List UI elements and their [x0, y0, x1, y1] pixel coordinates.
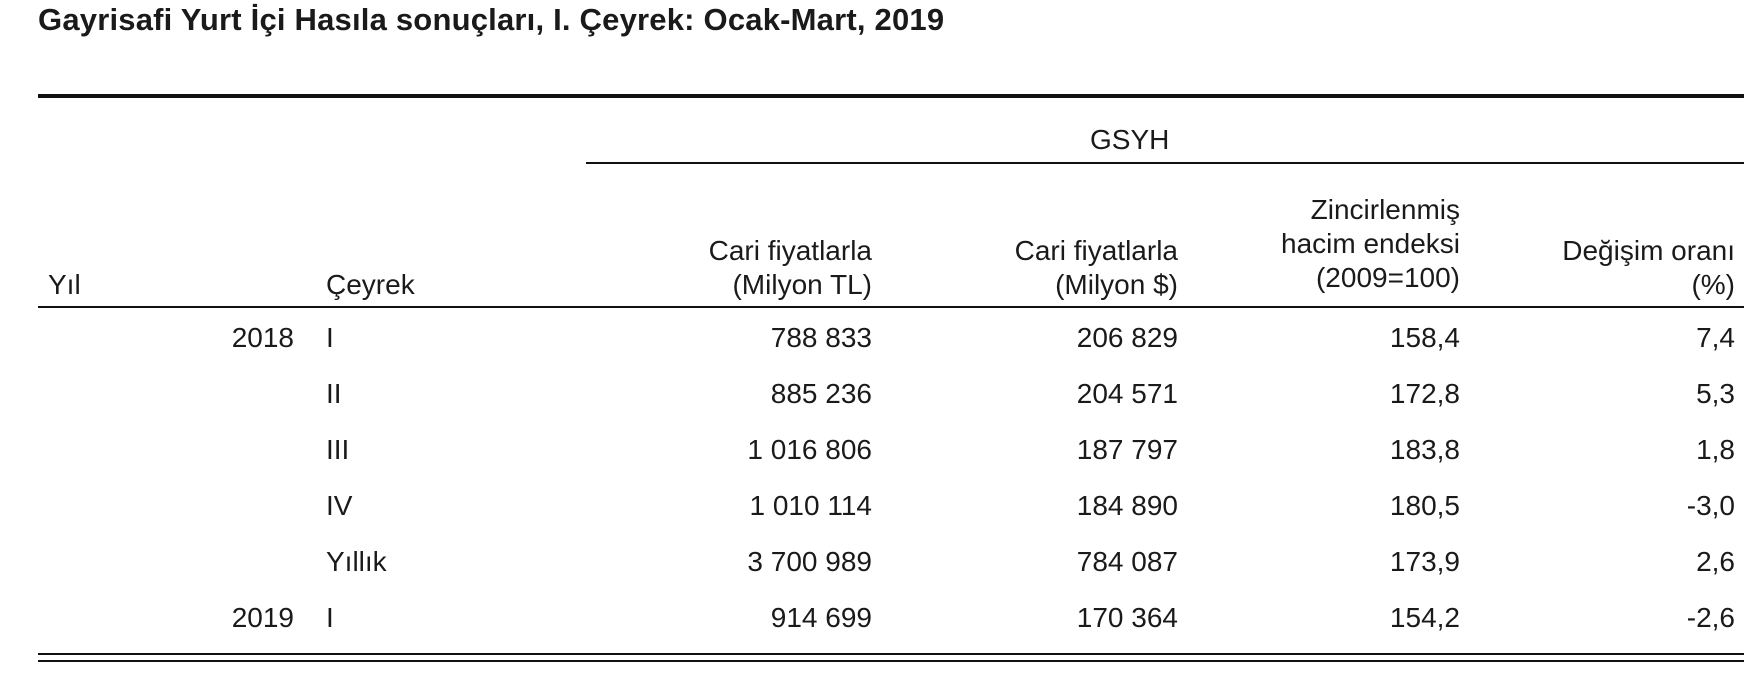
header-line: (2009=100) — [1315, 262, 1460, 293]
header-line: Cari fiyatlarla — [708, 235, 872, 266]
header-cari-tl — [709, 234, 872, 302]
header-line: (%) — [1691, 269, 1735, 300]
cell-tl: 885 236 — [770, 378, 872, 409]
header-line: (Milyon $) — [1055, 269, 1178, 300]
table-row — [0, 486, 1760, 542]
cell-index: 172,8 — [1389, 378, 1460, 409]
table-title: Gayrisafi Yurt İçi Hasıla sonuçları, I. Çeyrek: Ocak-Mart, 2019 — [38, 2, 945, 37]
cell-usd: 187 797 — [1076, 434, 1178, 465]
cell-index: 180,5 — [1389, 490, 1460, 521]
bottom-rule-double — [38, 660, 1744, 662]
header-yil: Yıl — [48, 269, 81, 300]
table-row — [0, 318, 1760, 374]
cell-index: 183,8 — [1389, 434, 1460, 465]
cell-index: 158,4 — [1389, 322, 1460, 353]
cell-tl: 3 700 989 — [747, 546, 872, 577]
header-line: Değişim oranı — [1562, 235, 1735, 266]
header-line: Cari fiyatlarla — [1014, 235, 1178, 266]
cell-usd: 206 829 — [1076, 322, 1178, 353]
header-degisim-orani — [1562, 234, 1735, 302]
table-body — [0, 318, 1760, 654]
cell-usd: 170 364 — [1076, 602, 1178, 633]
cell-ceyrek: I — [326, 322, 334, 353]
top-rule — [38, 94, 1744, 98]
cell-ceyrek: II — [326, 378, 342, 409]
cell-index: 154,2 — [1389, 602, 1460, 633]
gsyh-group-header: GSYH — [1090, 124, 1170, 155]
cell-change: -2,6 — [1686, 602, 1735, 633]
header-cari-usd — [1015, 234, 1178, 302]
cell-ceyrek: I — [326, 602, 334, 633]
cell-tl: 1 010 114 — [749, 490, 872, 521]
cell-ceyrek: III — [326, 434, 350, 465]
cell-usd: 204 571 — [1076, 378, 1178, 409]
cell-change: 1,8 — [1696, 434, 1735, 465]
table-row — [0, 430, 1760, 486]
table-row — [0, 542, 1760, 598]
cell-usd: 184 890 — [1076, 490, 1178, 521]
table-row — [0, 374, 1760, 430]
cell-tl: 1 016 806 — [747, 434, 872, 465]
cell-tl: 914 699 — [770, 602, 872, 633]
header-hacim-endeksi — [1281, 193, 1460, 295]
table-row — [0, 598, 1760, 654]
cell-ceyrek: Yıllık — [326, 546, 387, 577]
cell-change: 5,3 — [1696, 378, 1735, 409]
cell-change: 2,6 — [1696, 546, 1735, 577]
header-line: hacim endeksi — [1281, 228, 1460, 259]
cell-yil: 2019 — [231, 602, 294, 633]
header-line: (Milyon TL) — [732, 269, 872, 300]
header-line: Zincirlenmiş — [1310, 194, 1460, 225]
cell-change: 7,4 — [1696, 322, 1735, 353]
cell-tl: 788 833 — [770, 322, 872, 353]
header-rule — [38, 306, 1744, 308]
gsyh-rule — [586, 162, 1744, 164]
cell-index: 173,9 — [1389, 546, 1460, 577]
bottom-rule — [38, 653, 1744, 655]
cell-change: -3,0 — [1686, 490, 1735, 521]
header-ceyrek: Çeyrek — [326, 269, 415, 300]
cell-usd: 784 087 — [1076, 546, 1178, 577]
cell-yil: 2018 — [231, 322, 294, 353]
cell-ceyrek: IV — [326, 490, 353, 521]
